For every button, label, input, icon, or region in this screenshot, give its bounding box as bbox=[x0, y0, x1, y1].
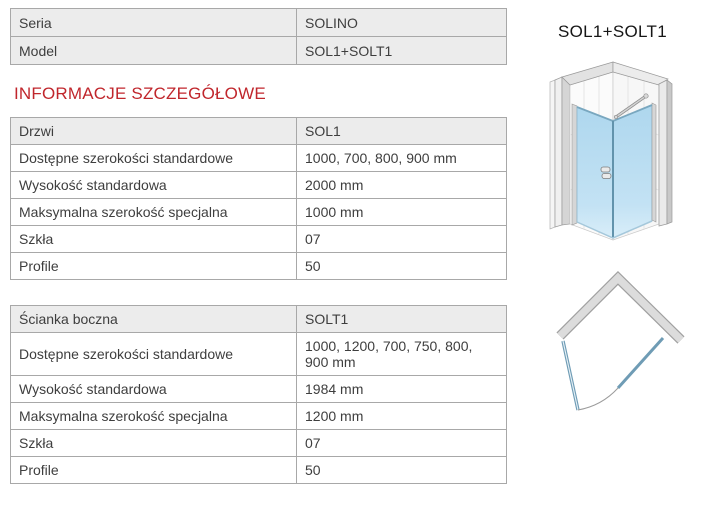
table-row bbox=[11, 9, 507, 37]
spec-row bbox=[11, 199, 507, 226]
spec-row bbox=[11, 253, 507, 280]
spec-label: Szkła bbox=[11, 430, 297, 457]
spec-row bbox=[11, 376, 507, 403]
side-wall-spec-table bbox=[10, 305, 507, 484]
plan-side-panel bbox=[618, 338, 663, 388]
right-wall-column-front bbox=[659, 80, 667, 226]
door-hinge-profile bbox=[572, 104, 577, 225]
spec-value: 1000 mm bbox=[297, 199, 507, 226]
table-header-row bbox=[11, 118, 507, 145]
spec-value: 1000, 700, 800, 900 mm bbox=[297, 145, 507, 172]
door-swing-arc bbox=[578, 388, 618, 410]
plan-walls bbox=[560, 278, 681, 340]
spec-value: 1000, 1200, 700, 750, 800, 900 mm bbox=[297, 333, 507, 376]
side-panel-wall-profile bbox=[652, 103, 656, 222]
spec-row bbox=[11, 430, 507, 457]
model-label: Model bbox=[11, 37, 297, 65]
spec-label: Maksymalna szerokość specjalna bbox=[11, 199, 297, 226]
spec-row bbox=[11, 457, 507, 484]
spec-row bbox=[11, 403, 507, 430]
left-wall-column-front bbox=[555, 77, 562, 227]
shower-top-plan-drawing bbox=[548, 262, 698, 412]
shower-top-view bbox=[548, 262, 698, 417]
table-row bbox=[11, 37, 507, 65]
table-header-row bbox=[11, 306, 507, 333]
left-wall-column-side bbox=[562, 77, 570, 225]
door-glass-panel bbox=[577, 107, 613, 238]
table-title: Drzwi bbox=[11, 118, 297, 145]
spec-row bbox=[11, 226, 507, 253]
series-value: SOLINO bbox=[297, 9, 507, 37]
table-title-value: SOLT1 bbox=[297, 306, 507, 333]
spec-value: 50 bbox=[297, 457, 507, 484]
spec-label: Wysokość standardowa bbox=[11, 172, 297, 199]
series-model-table bbox=[10, 8, 507, 65]
right-wall-column-side bbox=[667, 80, 672, 224]
spec-row bbox=[11, 172, 507, 199]
spec-label: Szkła bbox=[11, 226, 297, 253]
spec-label: Profile bbox=[11, 253, 297, 280]
spec-value: 50 bbox=[297, 253, 507, 280]
spec-value: 1200 mm bbox=[297, 403, 507, 430]
spec-value: 07 bbox=[297, 226, 507, 253]
spec-label: Wysokość standardowa bbox=[11, 376, 297, 403]
table-title: Ścianka boczna bbox=[11, 306, 297, 333]
section-heading: INFORMACJE SZCZEGÓŁOWE bbox=[14, 84, 266, 103]
spec-row bbox=[11, 145, 507, 172]
side-glass-panel bbox=[613, 105, 652, 238]
left-wall-outer-edge bbox=[550, 80, 555, 229]
spec-value: 07 bbox=[297, 430, 507, 457]
figure-title: SOL1+SOLT1 bbox=[558, 22, 667, 41]
spec-label: Dostępne szerokości standardowe bbox=[11, 333, 297, 376]
spec-row bbox=[11, 333, 507, 376]
model-value: SOL1+SOLT1 bbox=[297, 37, 507, 65]
plan-door-open bbox=[563, 341, 578, 410]
spec-label: Maksymalna szerokość specjalna bbox=[11, 403, 297, 430]
spec-value: 2000 mm bbox=[297, 172, 507, 199]
shower-isometric-drawing bbox=[543, 53, 723, 258]
spec-value: 1984 mm bbox=[297, 376, 507, 403]
spec-label: Profile bbox=[11, 457, 297, 484]
door-spec-table bbox=[10, 117, 507, 280]
series-label: Seria bbox=[11, 9, 297, 37]
shower-isometric-view bbox=[543, 53, 723, 263]
spec-label: Dostępne szerokości standardowe bbox=[11, 145, 297, 172]
table-title-value: SOL1 bbox=[297, 118, 507, 145]
